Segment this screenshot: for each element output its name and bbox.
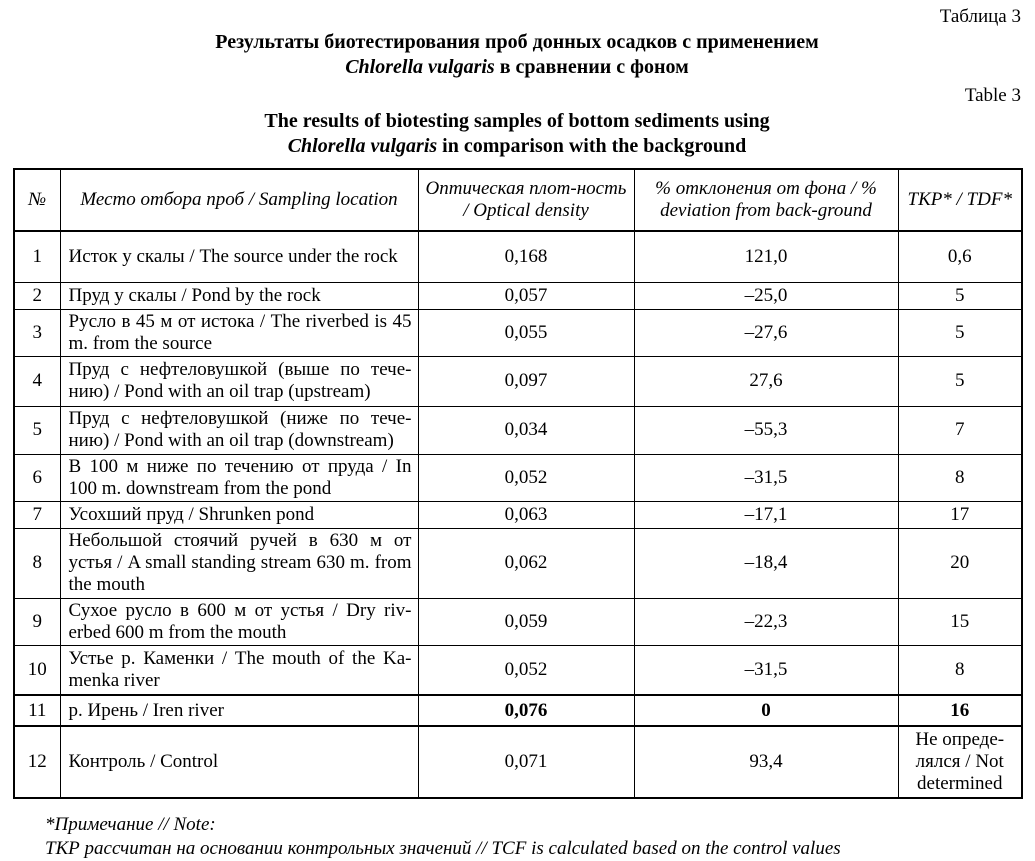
row-number: 6: [14, 454, 60, 501]
location-cell: Русло в 45 м от истока / The riverbed is 45 m. from the source: [60, 309, 418, 356]
tdf-cell: 5: [898, 309, 1022, 356]
title-ru-line2: [13, 55, 1021, 80]
row-number: 2: [14, 282, 60, 309]
table-row-5: [14, 406, 1022, 454]
location-cell: Усохший пруд / Shrunken pond: [60, 501, 418, 528]
density-cell: 0,076: [418, 695, 634, 726]
table-body: [14, 231, 1022, 798]
table-row-4: [14, 356, 1022, 406]
deviation-cell: –55,3: [634, 406, 898, 454]
table-row-7: [14, 501, 1022, 528]
row-number: 1: [14, 231, 60, 282]
deviation-cell: 27,6: [634, 356, 898, 406]
column-header-location: Место отбора проб / Sampling location: [60, 169, 418, 231]
note-line-2: ТКР рассчитан на основании контрольных значений // TCF is calculated based on the control values: [45, 838, 841, 859]
tdf-cell: 20: [898, 528, 1022, 598]
location-cell: Контроль / Control: [60, 726, 418, 798]
deviation-cell: 121,0: [634, 231, 898, 282]
column-header-density: Оптическая плот-ность / Optical density: [418, 169, 634, 231]
biotesting-results-table: [13, 168, 1023, 799]
table-label-ru: Таблица 3: [939, 6, 1021, 27]
title-ru-line2-rest: в сравнении с фоном: [494, 56, 689, 78]
title-en-line1: The results of biotesting samples of bottom sediments using: [264, 110, 770, 132]
row-number: 12: [14, 726, 60, 798]
deviation-cell: 0: [634, 695, 898, 726]
tdf-cell: 15: [898, 598, 1022, 645]
location-cell: Устье р. Каменки / The mouth of the Ka-menka river: [60, 645, 418, 695]
table-row-1: [14, 231, 1022, 282]
row-number: 5: [14, 406, 60, 454]
deviation-cell: –31,5: [634, 454, 898, 501]
column-header-deviation: % отклонения от фона / % deviation from back-ground: [634, 169, 898, 231]
location-cell: Исток у скалы / The source under the rock: [60, 231, 418, 282]
tdf-cell: 8: [898, 454, 1022, 501]
location-cell: В 100 м ниже по течению от пруда / In 100 m. downstream from the pond: [60, 454, 418, 501]
note-line-1: *Примечание // Note:: [45, 814, 216, 835]
tdf-cell: 17: [898, 501, 1022, 528]
species-name-ru: Chlorella vulgaris: [345, 56, 495, 78]
density-cell: 0,052: [418, 454, 634, 501]
row-number: 4: [14, 356, 60, 406]
density-cell: 0,063: [418, 501, 634, 528]
species-name-en: Chlorella vulgaris: [287, 135, 438, 157]
column-header-number: №: [14, 169, 60, 231]
row-number: 11: [14, 695, 60, 726]
table-row-3: [14, 309, 1022, 356]
density-cell: 0,057: [418, 282, 634, 309]
footnotes: [45, 813, 1035, 861]
row-number: 3: [14, 309, 60, 356]
location-cell: Небольшой стоячий ручей в 630 м от устья / A small standing stream 630 m. from the mouth: [60, 528, 418, 598]
density-cell: 0,168: [418, 231, 634, 282]
row-number: 7: [14, 501, 60, 528]
location-cell: Пруд с нефтеловушкой (выше по тече-нию) / Pond with an oil trap (upstream): [60, 356, 418, 406]
location-cell: р. Ирень / Iren river: [60, 695, 418, 726]
table-row-6: [14, 454, 1022, 501]
deviation-cell: 93,4: [634, 726, 898, 798]
density-cell: 0,055: [418, 309, 634, 356]
document-header: [13, 5, 1021, 159]
table-row-10: [14, 645, 1022, 695]
tdf-cell: 0,6: [898, 231, 1022, 282]
density-cell: 0,052: [418, 645, 634, 695]
tdf-cell: 5: [898, 282, 1022, 309]
title-en-line2: [13, 134, 1021, 159]
deviation-cell: –18,4: [634, 528, 898, 598]
title-en-line2-rest: in comparison with the background: [437, 135, 747, 157]
table-row-12: [14, 726, 1022, 798]
deviation-cell: –22,3: [634, 598, 898, 645]
density-cell: 0,034: [418, 406, 634, 454]
density-cell: 0,062: [418, 528, 634, 598]
density-cell: 0,071: [418, 726, 634, 798]
table-label-en: Table 3: [964, 85, 1021, 106]
deviation-cell: –27,6: [634, 309, 898, 356]
row-number: 9: [14, 598, 60, 645]
tdf-cell: 7: [898, 406, 1022, 454]
tdf-cell: 16: [898, 695, 1022, 726]
table-head: [14, 169, 1022, 231]
table-row-11-highlighted: [14, 695, 1022, 726]
tdf-cell: 5: [898, 356, 1022, 406]
table-row-2: [14, 282, 1022, 309]
table-row-9: [14, 598, 1022, 645]
title-ru-line1: Результаты биотестирования проб донных осадков с применением: [215, 31, 819, 53]
deviation-cell: –25,0: [634, 282, 898, 309]
row-number: 10: [14, 645, 60, 695]
header-row: [14, 169, 1022, 231]
location-cell: Пруд с нефтеловушкой (ниже по тече-нию) / Pond with an oil trap (downstream): [60, 406, 418, 454]
deviation-cell: –31,5: [634, 645, 898, 695]
tdf-cell: 8: [898, 645, 1022, 695]
density-cell: 0,097: [418, 356, 634, 406]
density-cell: 0,059: [418, 598, 634, 645]
location-cell: Пруд у скалы / Pond by the rock: [60, 282, 418, 309]
column-header-tdf: ТКР* / TDF*: [898, 169, 1022, 231]
deviation-cell: –17,1: [634, 501, 898, 528]
row-number: 8: [14, 528, 60, 598]
tdf-cell: Не опреде-лялся / Not determined: [898, 726, 1022, 798]
table-row-8: [14, 528, 1022, 598]
location-cell: Сухое русло в 600 м от устья / Dry riv-erbed 600 m from the mouth: [60, 598, 418, 645]
